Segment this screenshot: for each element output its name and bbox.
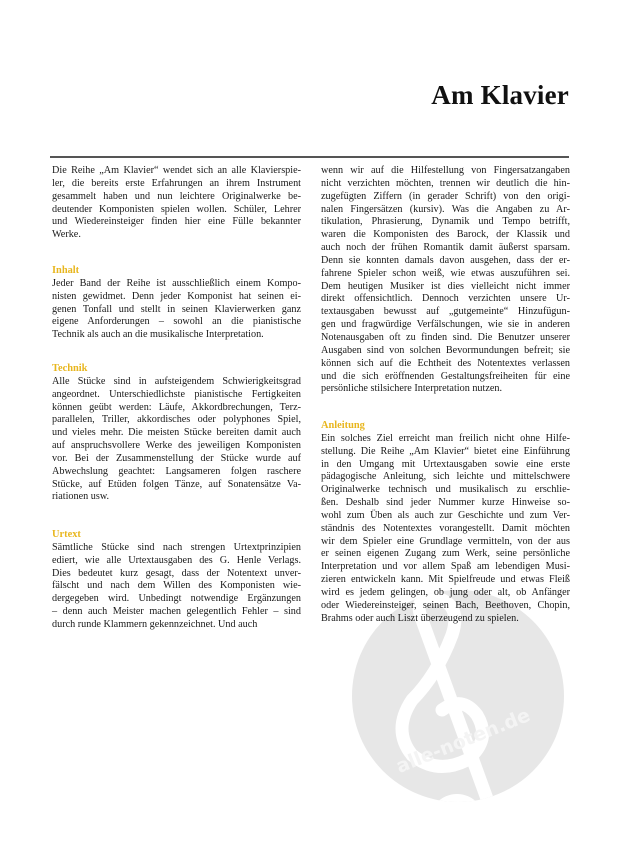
text-line: Technik als auch an die musikalische Interpretation. bbox=[52, 329, 264, 341]
text-line: vor. Bei der Zusammenstellung der Stücke wurde auf bbox=[52, 452, 301, 464]
intro-section bbox=[52, 165, 301, 242]
text-line: ler, die bereits erste Erfahrungen an ihrem Instrument bbox=[52, 177, 301, 189]
urtext-section bbox=[52, 529, 301, 632]
text-line: Dem heutigen Musiker ist dies vielleicht nicht immer bbox=[321, 280, 570, 292]
text-line: er seinen eigenen Zugang zum Werk, seine persönliche bbox=[321, 548, 570, 560]
text-line: persönliche stilsichere Interpretation nutzen. bbox=[321, 383, 503, 395]
text-line: fahrene Spieler schon weiß, wie etwas auszuführen sei. bbox=[321, 267, 570, 279]
section-heading: Inhalt bbox=[52, 265, 80, 276]
page-title: Am Klavier bbox=[431, 80, 569, 110]
text-line: Brahms oder auch Liszt überzeugend zu spielen. bbox=[321, 612, 519, 624]
text-line: Abwechslung geachtet: Langsameren folgen raschere bbox=[52, 465, 301, 477]
text-line: und die sich eröffnenden Gestaltungsfreiheiten für eine bbox=[321, 370, 570, 382]
text-line: Jeder Band der Reihe ist ausschließlich einem Kompo- bbox=[52, 277, 301, 289]
text-line: Werke. bbox=[52, 229, 81, 241]
text-line: wenn wir auf die Hilfestellung von Fingersatzangaben bbox=[321, 165, 570, 176]
technik-section bbox=[52, 363, 301, 504]
text-line: wir dem Spieler eine Grundlage vermitteln, von der aus bbox=[321, 535, 570, 547]
watermark-text: alle-noten.de bbox=[393, 704, 534, 778]
text-line: und vieles mehr. Die meisten Stücke bereiten damit auch bbox=[52, 427, 301, 439]
text-line: zieren entwickeln kann. Mit Spielfreude und etwas Fleiß bbox=[321, 574, 570, 586]
text-line: und Wiedereinsteiger finden hier eine Fülle bekannter bbox=[52, 216, 301, 228]
text-line: auch noch der frühen Romantik damit äußerst sparsam. bbox=[321, 242, 570, 254]
text-line: Originalwerke technisch und musikalisch zu erschlie- bbox=[321, 484, 570, 496]
text-line: gen und fragwürdige Verfälschungen, wie sie in anderen bbox=[321, 319, 570, 331]
text-line: pädagogische Anleitung, sich leichte und mittelschwere bbox=[321, 471, 570, 483]
anleitung-section bbox=[321, 420, 570, 626]
inhalt-section bbox=[52, 265, 301, 342]
text-line: tikulation, Phrasierung, Dynamik und Tempo betrifft, bbox=[321, 216, 570, 228]
title-divider bbox=[50, 156, 569, 158]
text-line: nalen Fingersätzen (kursiv). Was die Angaben zu Ar- bbox=[321, 203, 570, 215]
text-line: Die Reihe „Am Klavier“ wendet sich an alle Klavierspie- bbox=[52, 165, 301, 176]
urtext-continued-section bbox=[321, 165, 570, 396]
text-line: wird es jedem gelingen, ob jung oder alt, ob Anfänger bbox=[321, 586, 570, 598]
text-line: auf anspruchsvollere Werke des jeweiligen Komponisten bbox=[52, 440, 301, 452]
text-line: riationen usw. bbox=[52, 491, 110, 503]
text-line: ständnis des Notentextes vorangestellt. Damit möchten bbox=[321, 522, 570, 534]
text-line: wohl zum Üben als auch zur Geschichte und zum Ver- bbox=[321, 509, 570, 521]
text-line: textausgaben bewusst auf „gutgemeinte“ Hinzufügun- bbox=[321, 306, 570, 318]
text-line: direkt offensichtlich. Dennoch verzichten unsere Ur- bbox=[321, 293, 570, 305]
text-line: oder Wiedereinsteiger, seinen Bach, Beethoven, Chopin, bbox=[321, 599, 570, 611]
section-heading: Urtext bbox=[52, 529, 81, 540]
section-heading: Anleitung bbox=[321, 420, 365, 431]
text-line: Ausgaben sind von solchen Bevormundungen befreit; sie bbox=[321, 344, 570, 356]
text-line: Interpretation und vor allem Spaß am lebendigen Musi- bbox=[321, 561, 570, 573]
text-line: stellung. Die Reihe „Am Klavier“ bietet eine Einführung bbox=[321, 445, 570, 457]
text-line: Notenausgaben oft zu finden sind. Die Benutzer unserer bbox=[321, 331, 570, 343]
text-line: ediert, wie alle Urtextausgaben des G. Henle Verlags. bbox=[52, 554, 301, 566]
text-line: nisten gewidmet. Denn jeder Komponist hat seinen ei- bbox=[52, 290, 301, 302]
text-line: können sich auf die Echtheit des Notentextes verlassen bbox=[321, 357, 570, 369]
text-line: waren die Komponisten des Barock, der Klassik und bbox=[321, 229, 570, 241]
text-line: gesammelt haben und nun leichtere Originalwerke be- bbox=[52, 190, 301, 202]
text-line: genen Tonfall und stellt in seinen Klavierwerken ganz bbox=[52, 303, 301, 315]
text-line: – denn auch Meister machen gelegentlich Fehler – sind bbox=[52, 606, 301, 618]
text-line: Alle Stücke sind in aufsteigendem Schwierigkeitsgrad bbox=[52, 375, 301, 387]
text-line: durch runde Klammern gekennzeichnet. Und auch bbox=[52, 618, 258, 630]
text-line: deutender Komponisten spielen wollen. Schüler, Lehrer bbox=[52, 203, 301, 215]
text-line: können geübt werden: Läufe, Akkordbrechungen, Terz- bbox=[52, 401, 301, 413]
text-line: Denn sie konnten damals davon ausgehen, dass der er- bbox=[321, 254, 570, 266]
text-line: eigene Anforderungen – sowohl an die pianistische bbox=[52, 316, 301, 328]
text-line: Ein solches Ziel erreicht man freilich nicht ohne Hilfe- bbox=[321, 432, 570, 444]
text-line: fälscht und nach dem Willen des Komponisten wie- bbox=[52, 580, 301, 592]
text-line: ßen. Deshalb sind jeder Nummer kurze Hinweise so- bbox=[321, 497, 570, 509]
text-line: zugefügten Ziffern (in gerader Schrift) von den origi- bbox=[321, 190, 570, 202]
text-line: in den Umgang mit Urtextausgaben sowie eine erste bbox=[321, 458, 570, 470]
text-line: Stücke, auf Etüden folgen Tänze, auf Sonatensätze Va- bbox=[52, 478, 301, 490]
text-line: nicht verzichten möchten, trennen wir deutlich die hin- bbox=[321, 177, 570, 189]
section-heading: Technik bbox=[52, 363, 88, 374]
text-line: parallelen, Triller, akkordisches oder polyphones Spiel, bbox=[52, 414, 301, 426]
text-line: Sämtliche Stücke sind nach strengen Urtextprinzipien bbox=[52, 541, 301, 553]
text-line: dergegeben wird. Unbedingt notwendige Ergänzungen bbox=[52, 593, 301, 605]
text-line: angeordnet. Unterschiedlichste pianistische Fertigkeiten bbox=[52, 388, 301, 400]
text-line: Dies bedeutet kurz gesagt, dass der Notentext unver- bbox=[52, 567, 301, 579]
